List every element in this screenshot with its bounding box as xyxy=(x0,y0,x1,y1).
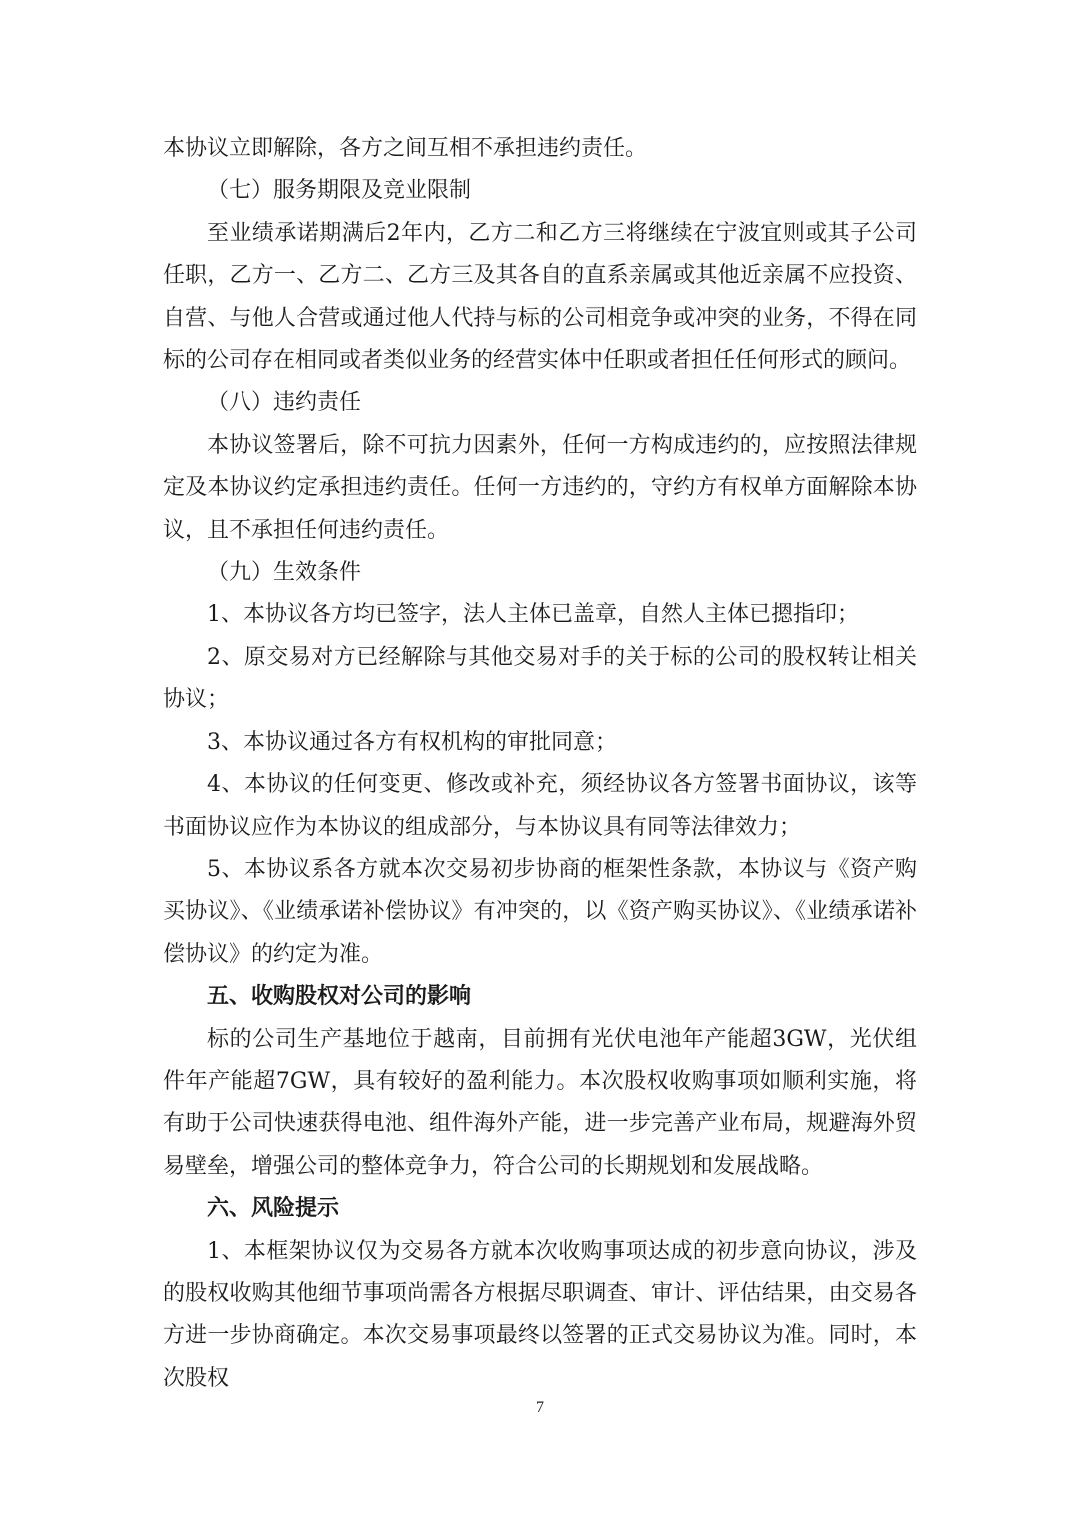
section-heading-service-term: （七）服务期限及竞业限制 xyxy=(207,178,472,204)
paragraph-non-compete: 至业绩承诺期满后2年内，乙方二和乙方三将继续在宁波宜则或其子公司任职，乙方一、乙方二、乙方三及其各自的直系亲属或其他近亲属不应投资、自营、与他人合营或通过他人代持与标的公司相竞争或冲突的业务，不得在同标的公司存在相同或者类似业务的经营实体中任职或者担任任何形式的顾问。 xyxy=(163,220,917,374)
condition-item-2: 2、原交易对方已经解除与其他交易对手的关于标的公司的股权转让相关协议； xyxy=(163,644,917,713)
condition-item-5: 5、本协议系各方就本次交易初步协商的框架性条款，本协议与《资产购买协议》、《业绩承诺补偿协议》有冲突的，以《资产购买协议》、《业绩承诺补偿协议》的约定为准。 xyxy=(163,856,917,967)
paragraph-contract-termination: 本协议立即解除，各方之间互相不承担违约责任。 xyxy=(163,136,648,161)
section-title-impact: 五、收购股权对公司的影响 xyxy=(207,984,472,1010)
paragraph-liability: 本协议签署后，除不可抗力因素外，任何一方构成违约的，应按照法律规定及本协议约定承担违约责任。任何一方违约的，守约方有权单方面解除本协议，且不承担任何违约责任。 xyxy=(163,432,917,543)
section-heading-effective-conditions: （九）生效条件 xyxy=(207,560,362,586)
paragraph-risk-1: 1、本框架协议仅为交易各方就本次收购事项达成的初步意向协议，涉及的股权收购其他细节事项尚需各方根据尽职调查、审计、评估结果，由交易各方进一步协商确定。本次交易事项最终以签署的正式交易协议为准。同时，本次股权 xyxy=(163,1238,917,1391)
section-heading-liability: （八）违约责任 xyxy=(207,390,362,416)
condition-item-3: 3、本协议通过各方有权机构的审批同意； xyxy=(207,729,617,755)
condition-item-4: 4、本协议的任何变更、修改或补充，须经协议各方签署书面协议，该等书面协议应作为本协议的组成部分，与本协议具有同等法律效力； xyxy=(163,772,917,840)
document-body xyxy=(163,128,917,1400)
condition-item-1: 1、本协议各方均已签字，法人主体已盖章，自然人主体已摁指印； xyxy=(207,602,859,628)
page-number: 7 xyxy=(536,1399,544,1416)
paragraph-impact: 标的公司生产基地位于越南，目前拥有光伏电池年产能超3GW，光伏组件年产能超7GW，具有较好的盈利能力。本次股权收购事项如顺利实施，将有助于公司快速获得电池、组件海外产能，进一步完善产业布局，规避海外贸易壁垒，增强公司的整体竞争力，符合公司的长期规划和发展战略。 xyxy=(163,1026,917,1179)
section-title-risk: 六、风险提示 xyxy=(207,1196,340,1222)
